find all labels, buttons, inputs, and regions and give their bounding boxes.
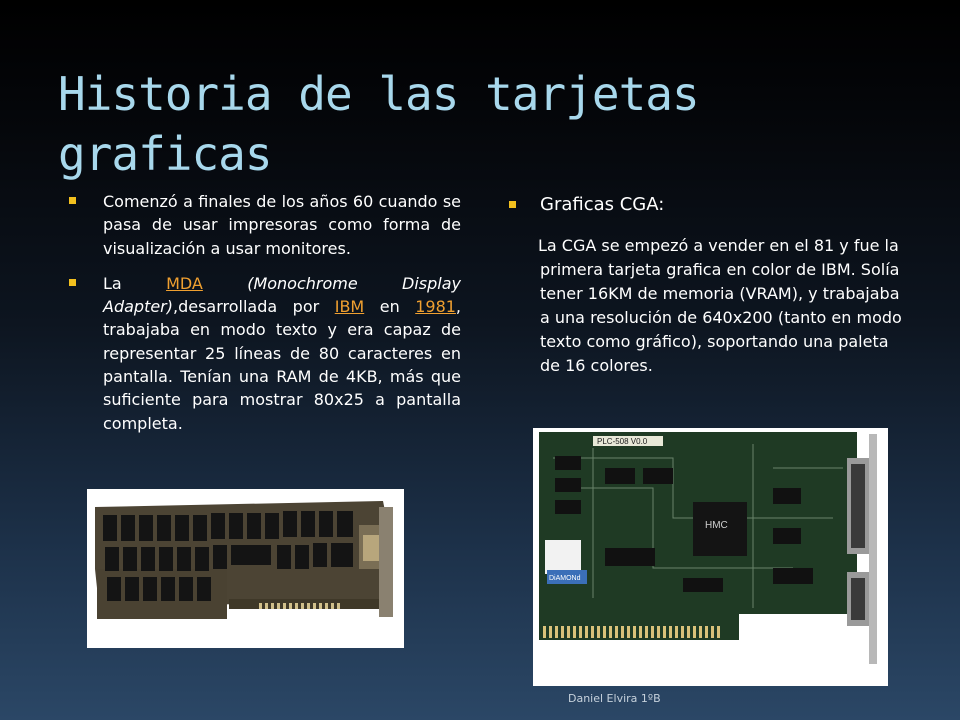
- ibm-link[interactable]: IBM: [334, 297, 365, 317]
- mda-card-photo: [87, 489, 404, 648]
- bullet-cga-heading: [504, 192, 904, 218]
- cga-heading: Graficas CGA:: [540, 194, 665, 215]
- slide-title: Historia de las tarjetas graficas: [58, 67, 699, 181]
- bullet-square-icon: [509, 201, 516, 208]
- mda-rest: , trabajaba en modo texto y era capaz de representar 25 líneas de 80 caracteres en pantalla. Tenían una RAM de 4KB, más que suficiente para mostrar 80x25 a pantalla completa.: [103, 297, 462, 433]
- mda-dev-by: ,desarrollada por: [173, 297, 320, 317]
- chip-label: HMC: [705, 520, 728, 531]
- bullet-history: [64, 190, 461, 260]
- board-label: PLC-508 V0.0: [597, 437, 648, 446]
- bullet-square-icon: [69, 197, 76, 204]
- bullet-mda: [64, 272, 461, 435]
- cga-description: La CGA se empezó a vender en el 81 y fue la primera tarjeta grafica en color de IBM. Solía tener 16KM de memoria (VRAM), y trabajaba a una resolución de 640x200 (tanto en modo texto como gráfico), soportando una paleta de 16 colores.: [538, 236, 902, 375]
- footer-author: Daniel Elvira 1ºB: [568, 692, 661, 705]
- mda-link[interactable]: MDA: [166, 273, 203, 293]
- bullet-history-text: Comenzó a finales de los años 60 cuando se pasa de usar impresoras como forma de visualización a usar monitores.: [103, 192, 461, 258]
- left-column: [64, 190, 461, 435]
- cga-card-photo: [533, 428, 888, 686]
- bullet-square-icon: [69, 279, 76, 286]
- mda-fullname: (Monochrome Display Adapter): [103, 273, 462, 317]
- brand-label: DiAMONd: [549, 575, 581, 582]
- mda-la: La: [103, 273, 122, 293]
- mda-en: en: [379, 297, 400, 317]
- year-1981-link[interactable]: 1981: [415, 297, 456, 317]
- right-column: [504, 192, 904, 218]
